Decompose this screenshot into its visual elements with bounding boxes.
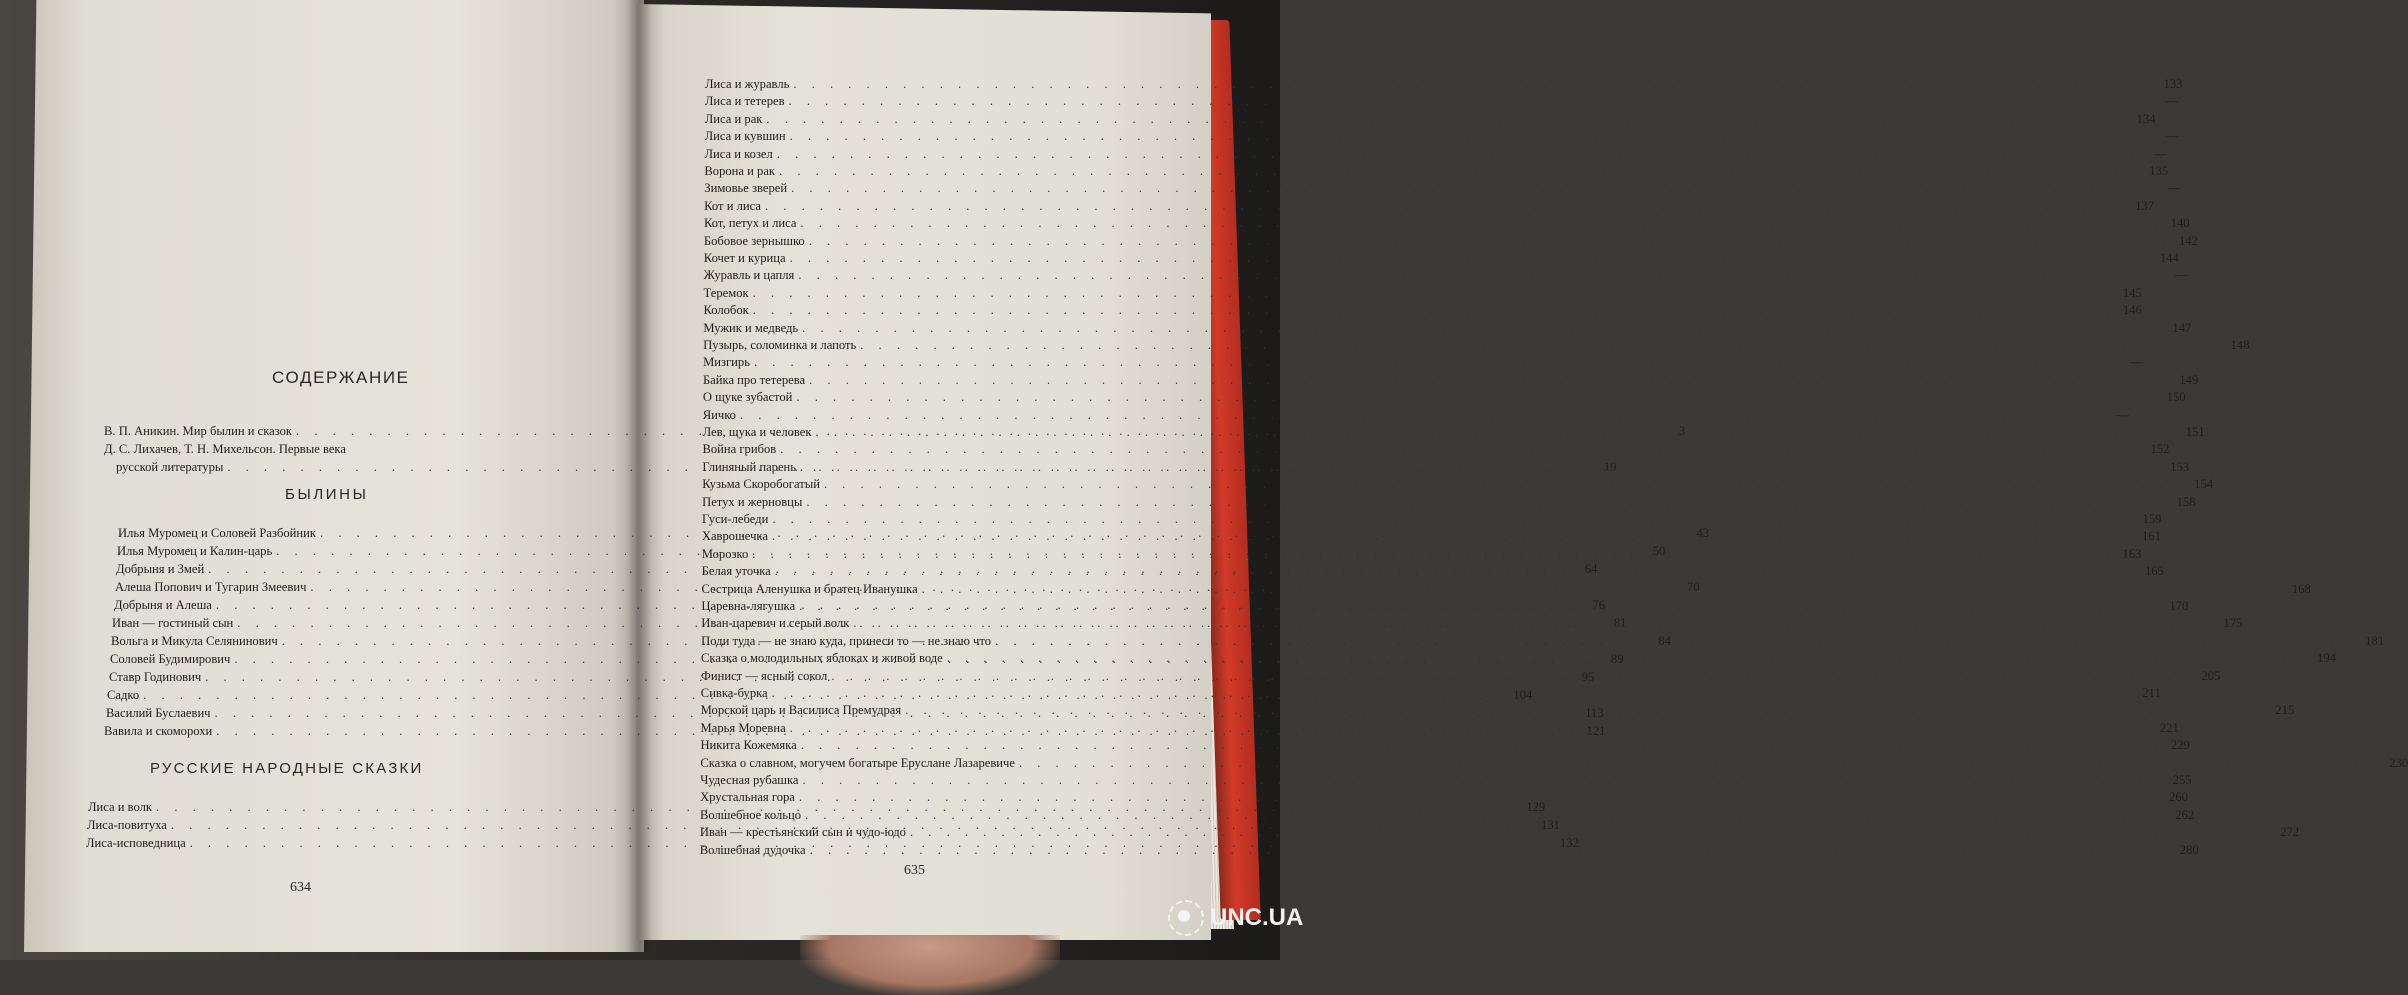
toc-line [703,233,2198,250]
toc-title: Лиса и тетерев [704,94,785,109]
toc-page: 146 [2122,303,2142,318]
page-number-right: 635 [904,863,925,878]
toc-title: Лиса и рак [704,111,763,126]
toc-page: — [2174,268,2188,283]
toc-leader-dots [798,268,2161,282]
toc-page: 194 [2317,651,2336,666]
toc-line [704,146,2166,163]
toc-title: Иван — гостиный сын [112,616,234,630]
watermark-text: UNC.UA [1210,904,1304,931]
toc-line [702,512,2162,528]
toc-page: 255 [2172,773,2192,787]
toc-title: Ставр Годинович [109,670,202,684]
toc-line [703,251,2179,267]
toc-line [700,755,2408,772]
toc-title: О щуке зубастой [702,390,793,405]
toc-title: Сказка о славном, могучем богатыре Еруслане Лазаревиче [700,755,1015,770]
toc-line [702,442,2170,458]
toc-page: 211 [2142,686,2161,700]
toc-leader-dots [779,164,2142,178]
toc-title: Кузьма Скоробогатый [702,477,820,492]
toc-title: Морской царь и Василиса Премудрая [700,703,902,718]
toc-title: Илья Муромец и Калин-царь [117,544,273,558]
toc-page: 280 [2179,842,2199,857]
toc-title: Война грибов [702,442,777,457]
toc-leader-dots [905,703,2268,717]
toc-leader-dots [816,425,2179,439]
toc-leader-dots [796,390,2159,404]
toc-leader-dots [806,495,2169,509]
toc-leader-dots [752,547,2115,561]
toc-title: Волшебная дудочка [699,842,806,857]
toc-page: 81 [1613,616,1627,630]
toc-page: 151 [2185,425,2205,439]
toc-line [704,94,2178,110]
toc-leader-dots [799,790,2162,804]
toc-leader-dots [793,77,2156,91]
toc-page: 152 [2150,442,2170,457]
section-heading-byliny: БЫЛИНЫ [285,486,369,503]
toc-leader-dots [1019,756,2382,770]
toc-title: Царевна-лягушка [701,599,796,613]
toc-title: Колобок [703,303,749,318]
toc-page: 84 [1658,634,1671,648]
toc-page: — [2165,94,2178,109]
toc-page: 159 [2142,512,2162,526]
toc-page: 230 [2389,755,2408,770]
contents-title: СОДЕРЖАНИЕ [272,368,410,387]
toc-line [702,425,2205,441]
toc-line [704,216,2190,232]
toc-title: Соловей Будимирович [110,652,231,666]
toc-page: 175 [2223,616,2243,631]
toc-title: В. П. Аникин. Мир былин и сказок [104,424,293,438]
toc-leader-dots [772,686,2135,700]
toc-leader-dots [803,773,2166,787]
toc-page: 262 [2175,807,2195,822]
toc-page: 163 [2122,546,2142,561]
toc-title: Василий Буслаевич [106,706,211,720]
toc-leader-dots [853,616,2216,630]
toc-title: Сивка-бурка [700,686,768,700]
toc-line [705,77,2183,93]
toc-title: Иван — крестьянский сын и чудо-юдо [699,825,906,840]
toc-page: 133 [2163,77,2183,91]
toc-title: Кочет и курица [703,251,786,265]
toc-title: Сказка о молодильных яблоках и живой воде [701,651,943,666]
toc-leader-dots [809,234,2172,248]
toc-title: Сестрица Аленушка и братец Иванушка [701,581,918,596]
hand-fingertip [800,935,1060,995]
toc-page: — [2166,129,2179,144]
toc-page: 134 [2136,111,2156,126]
toc-title: Садко [107,688,140,702]
toc-line [704,198,2155,215]
toc-leader-dots [790,129,2153,143]
toc-page: — [2130,355,2144,370]
toc-page: 168 [2291,581,2311,596]
toc-leader-dots [740,408,2103,422]
toc-page: — [2153,146,2166,161]
toc-page: 135 [2149,164,2169,178]
toc-page: 70 [1686,580,1700,594]
toc-page: 121 [1586,724,1606,738]
toc-line [703,355,2144,371]
toc-page: 76 [1592,598,1606,612]
toc-title: Иван-царевич и серый волк [701,616,850,631]
toc-line [700,790,2189,806]
toc-title: Кот и лиса [704,198,761,213]
toc-page: 19 [1603,460,1617,474]
toc-line [703,320,2192,337]
toc-title: Илья Муромец и Соловей Разбойник [118,526,317,540]
toc-line [703,338,2250,354]
toc-page: — [2116,407,2130,422]
toc-title: Мужик и медведь [703,320,799,335]
toc-page: 104 [1513,688,1533,702]
toc-leader-dots [809,373,2172,387]
toc-leader-dots [791,181,2154,195]
toc-leader-dots [765,199,2128,213]
toc-leader-dots [947,651,2310,665]
toc-page: 229 [2170,738,2190,753]
toc-leader-dots [772,512,2135,526]
toc-title: Добрыня и Алеша [114,598,212,612]
toc-title: Пузырь, соломинка и лапоть [703,338,857,352]
toc-leader-dots [810,843,2173,857]
toc-page: 144 [2159,251,2179,265]
toc-page: 50 [1652,544,1666,558]
toc-page: 64 [1584,562,1598,576]
toc-title: Яичко [702,407,736,422]
watermark [1168,900,1303,936]
toc-line [702,372,2199,389]
toc-page: 148 [2230,338,2250,352]
toc-page: 3 [1678,424,1686,438]
toc-line [704,129,2179,145]
toc-title: Байка про тетерева [702,372,806,387]
toc-leader-dots [777,147,2140,161]
toc-title: Волшебное кольцо [699,807,802,822]
toc-title: Журавль и цапля [703,268,795,283]
toc-page: 272 [2280,825,2300,840]
toc-line [703,303,2142,319]
toc-page: 43 [1696,526,1710,540]
toc-title: Белая уточка [701,564,771,579]
toc-page: 221 [2159,720,2179,735]
toc-leader-dots [790,251,2153,265]
toc-line [700,773,2192,789]
toc-leader-dots [753,303,2116,317]
toc-page: 145 [2122,285,2142,300]
toc-title-continuation: русской литературы [116,460,224,474]
toc-leader-dots [799,599,2162,613]
toc-page: 150 [2166,390,2186,405]
toc-leader-dots [775,564,2138,578]
toc-leader-dots [802,321,2165,335]
toc-title: Гуси-лебеди [702,512,769,526]
toc-title: Лиса и кувшин [704,129,786,144]
toc-title: Никита Кожемяка [700,738,797,753]
toc-leader-dots [995,634,2358,648]
toc-leader-dots [789,94,2152,108]
toc-leader-dots [800,216,2163,230]
toc-page: 215 [2275,703,2295,718]
toc-title: Ворона и рак [704,164,776,178]
toc-title: Марья Моревна [700,720,786,735]
toc-page: 140 [2170,216,2190,231]
toc-leader-dots [766,112,2129,126]
toc-title: Лиса-повитуха [87,818,167,832]
toc-page: 89 [1610,652,1624,666]
toc-page: 129 [1526,800,1546,814]
toc-title: Поди туда — не знаю куда, принеси то — не знаю что [701,633,992,648]
toc-page: 181 [2365,633,2385,648]
toc-title: Финист — ясный сокол [700,668,828,683]
toc-page: — [2167,181,2181,196]
toc-page: 95 [1581,670,1595,684]
toc-title: Морозко [701,546,749,561]
toc-title: Вавила и скоморохи [104,724,213,738]
toc-line [704,111,2156,128]
toc-leader-dots [780,442,2143,456]
toc-line [704,164,2169,180]
toc-title: Лиса и волк [88,800,153,814]
toc-leader-dots [800,460,2163,474]
toc-title: Бобовое зернышко [703,233,805,248]
toc-leader-dots [831,669,2194,683]
toc-leader-dots [772,529,2135,543]
toc-title: Лиса и козел [704,146,773,161]
toc-line [702,494,2196,511]
toc-leader-dots [922,582,2285,596]
toc-line [704,181,2181,197]
toc-title: Добрыня и Змей [116,562,205,576]
toc-title: Зимовье зверей [704,181,788,196]
toc-page: 113 [1585,706,1604,720]
toc-page: 205 [2201,668,2221,683]
toc-page: 147 [2172,320,2192,335]
toc-title: Глиняный парень [702,459,797,474]
toc-line [702,477,2214,493]
toc-page: 137 [2135,198,2155,213]
toc-page: 149 [2179,372,2199,387]
toc-page: 158 [2176,494,2196,509]
toc-title: Чудесная рубашка [700,773,799,787]
toc-page: 131 [1541,818,1561,832]
toc-leader-dots [754,355,2117,369]
toc-page: 132 [1559,836,1579,850]
toc-leader-dots [801,738,2164,752]
toc-page: 165 [2144,564,2164,579]
toc-title: Кот, петух и лиса [704,216,797,231]
toc-leader-dots [790,721,2153,735]
toc-title: Лиса-исповедница [86,836,186,850]
toc-line [700,738,2190,754]
toc-leader-dots [824,477,2187,491]
toc-line [703,285,2142,302]
page-number-left: 634 [290,880,311,895]
toc-line [702,407,2130,424]
toc-line [703,268,2188,284]
toc-page: 142 [2178,233,2198,248]
toc-page: 154 [2194,477,2214,492]
sun-logo-icon [1168,900,1204,936]
toc-title: Хаврошечка [701,529,768,544]
toc-title: Вольга и Микула Селянинович [111,634,278,648]
toc-title: Лиса и журавль [705,77,790,91]
toc-leader-dots [805,808,2168,822]
toc-page: 260 [2169,790,2189,805]
toc-title: Лев, щука и человек [702,425,812,439]
toc-line [702,390,2186,406]
toc-title: Хрустальная гора [700,790,795,805]
toc-title: Петух и жерновцы [702,494,803,509]
section-heading-skazki: РУССКИЕ НАРОДНЫЕ СКАЗКИ [150,760,424,777]
toc-title: Мизгирь [703,355,750,370]
toc-page: 153 [2170,459,2190,474]
toc-title: Алеша Попович и Тугарин Змеевич [115,580,307,594]
toc-leader-dots [910,825,2273,839]
toc-leader-dots [753,286,2116,300]
toc-leader-dots [860,338,2223,352]
toc-page: 161 [2142,529,2162,544]
toc-title: Теремок [703,285,749,300]
toc-page: 170 [2169,599,2189,613]
toc-title-intro-2: Д. С. Лихачев, Т. Н. Михельсон. Первые века [104,442,346,456]
